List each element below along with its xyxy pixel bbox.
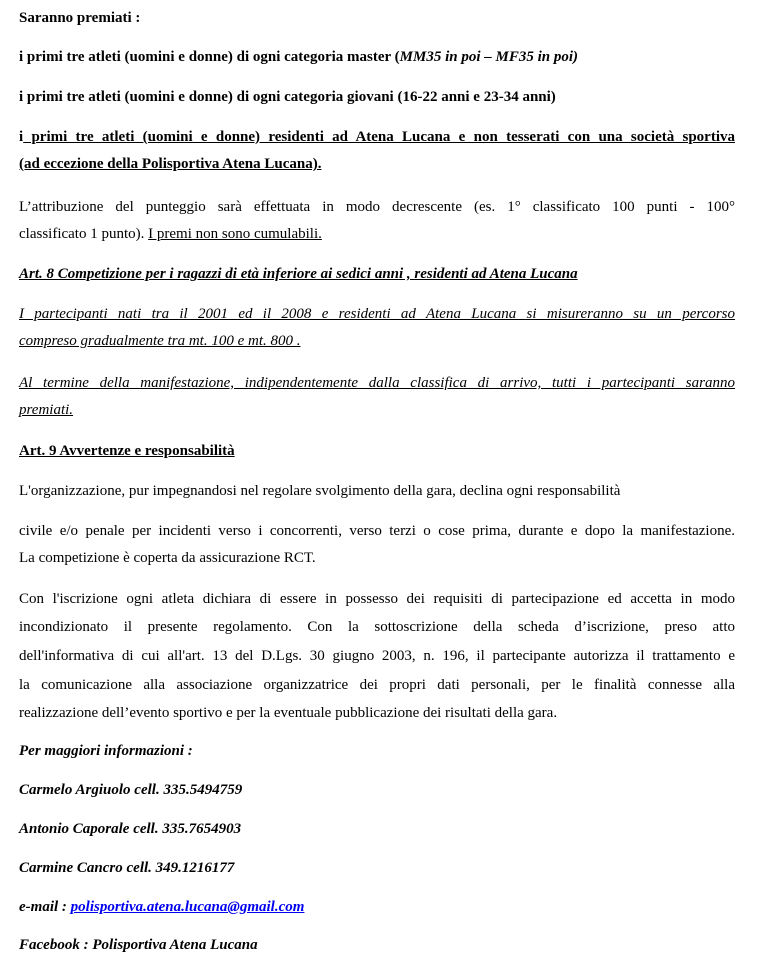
art9-p2-line-2: La competizione è coperta da assicurazione RCT.	[19, 550, 316, 566]
art8-p1-line-2: compreso gradualmente tra mt. 100 e mt. 800 .	[19, 333, 301, 349]
prize-residents-line-1	[19, 128, 735, 146]
art9-p1: L'organizzazione, pur impegnandosi nel regolare svolgimento della gara, declina ogni responsabilità	[19, 483, 621, 499]
contact-line: Carmelo Argiuolo cell. 335.5494759	[19, 782, 243, 798]
art9-p3-line-2: incondizionato il presente regolamento. Con la sottoscrizione della scheda d’iscrizione, preso atto	[19, 619, 735, 635]
art9-p3-line-5: realizzazione dell’evento sportivo e per la eventuale pubblicazione dei risultati della gara.	[19, 705, 558, 721]
art9-p3-line-3: dell'informativa di cui all'art. 13 del D.Lgs. 30 giugno 2003, n. 196, il partecipante autorizza il trattamento e	[19, 648, 735, 664]
prizes-heading: Saranno premiati :	[19, 10, 141, 26]
prize-residents-i: i	[19, 129, 24, 145]
prize-youth-line: i primi tre atleti (uomini e donne) di ogni categoria giovani (16-22 anni e 23-34 anni)	[19, 89, 556, 105]
art8-p2-line-1: Al termine della manifestazione, indipendentemente dalla classifica di arrivo, tutti i partecipanti saranno	[19, 375, 735, 391]
art8-p1-line-1: I partecipanti nati tra il 2001 ed il 2008 e residenti ad Atena Lucana si misureranno su un percorso	[19, 306, 735, 322]
points-not-cumulative: I premi non sono cumulabili.	[148, 226, 322, 242]
art9-title: Art. 9 Avvertenze e responsabilità	[19, 443, 235, 459]
contact-line: Antonio Caporale cell. 335.7654903	[19, 821, 242, 837]
email-label: e-mail :	[19, 899, 71, 915]
art9-p3-line-1: Con l'iscrizione ogni atleta dichiara di essere in possesso dei requisiti di partecipazione ed accetta in modo	[19, 591, 735, 607]
contact-line: Carmine Cancro cell. 349.1216177	[19, 860, 235, 876]
art9-p2-line-1: civile e/o penale per incidenti verso i concorrenti, verso terzi o cose prima, durante e dopo la manifestazione.	[19, 523, 735, 539]
prize-master-line	[19, 48, 578, 66]
art8-p2-line-2: premiati.	[19, 402, 74, 418]
points-text: classificato 1 punto).	[19, 226, 149, 242]
prize-master-categories: MM35 in poi – MF35 in poi)	[399, 49, 579, 65]
prize-residents-line-2: (ad eccezione della Polisportiva Atena Lucana).	[19, 156, 322, 172]
email-line	[19, 898, 304, 916]
art9-p3-line-4: la comunicazione alla associazione organizzatrice dei propri dati personali, per le finalità connesse alla	[19, 677, 735, 693]
info-heading: Per maggiori informazioni :	[19, 743, 193, 759]
points-line-2	[19, 225, 322, 243]
prize-master-text: i primi tre atleti (uomini e donne) di ogni categoria master (	[19, 49, 400, 65]
points-line-1: L’attribuzione del punteggio sarà effettuata in modo decrescente (es. 1° classificato 100 punti - 100°	[19, 199, 735, 215]
email-link[interactable]: polisportiva.atena.lucana@gmail.com	[70, 899, 305, 915]
prize-residents-text: primi tre atleti (uomini e donne) residenti ad Atena Lucana e non tesserati con una società sportiva	[23, 129, 735, 145]
art8-title: Art. 8 Competizione per i ragazzi di età inferiore ai sedici anni , residenti ad Atena Lucana	[19, 266, 578, 282]
facebook-line: Facebook : Polisportiva Atena Lucana	[19, 937, 258, 953]
